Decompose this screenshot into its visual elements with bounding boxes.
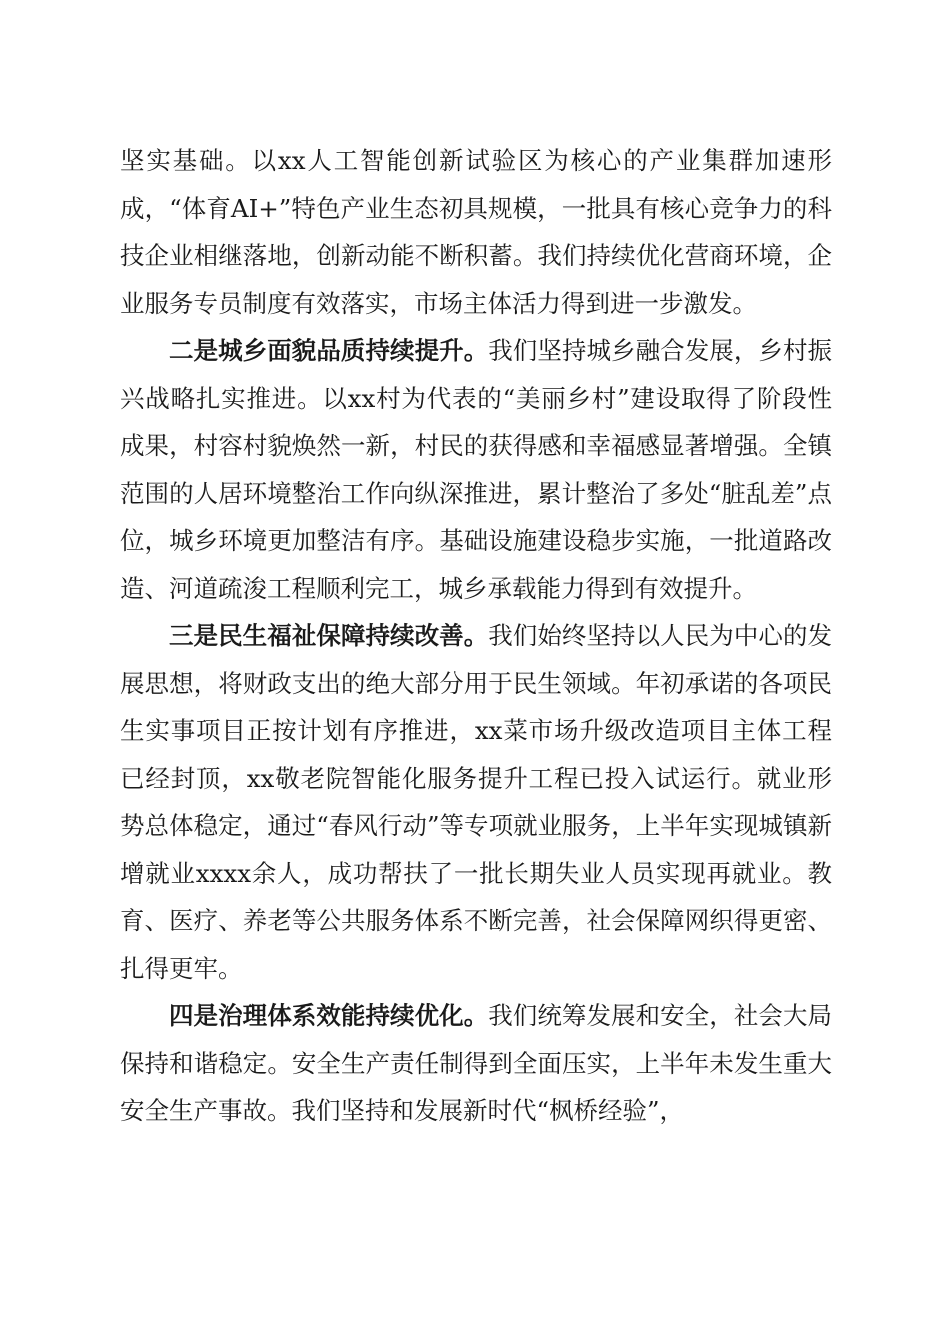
- paragraph-text: 我们始终坚持以人民为中心的发展思想，将财政支出的绝大部分用于民生领域。年初承诺的各项民生实事项目正按计划有序推进，xx菜市场升级改造项目主体工程已经封顶，xx敬老院智能化服务提升工程已投入试运行。就业形势总体稳定，通过“春风行动”等专项就业服务，上半年实现城镇新增就业xxxx余人，成功帮扶了一批长期失业人员实现再就业。教育、医疗、养老等公共服务体系不断完善，社会保障网织得更密、扎得更牢。: [120, 621, 832, 983]
- paragraph-text: 我们统筹发展和安全，社会大局保持和谐稳定。安全生产责任制得到全面压实，上半年未发生重大安全生产事故。我们坚持和发展新时代“枫桥经验”，: [120, 1001, 832, 1125]
- paragraph-lead-heading: 四是治理体系效能持续优化。: [169, 1001, 489, 1030]
- paragraph-lead-heading: 二是城乡面貌品质持续提升。: [169, 336, 489, 365]
- paragraph-governance: [120, 992, 832, 1135]
- paragraph-continuation: [120, 137, 832, 327]
- paragraph-text: 坚实基础。以xx人工智能创新试验区为核心的产业集群加速形成，“体育AI+”特色产业生态初具规模，一批具有核心竞争力的科技企业相继落地，创新动能不断积蓄。我们持续优化营商环境，企业服务专员制度有效落实，市场主体活力得到进一步激发。: [120, 146, 832, 318]
- paragraph-lead-heading: 三是民生福祉保障持续改善。: [169, 621, 489, 650]
- paragraph-urban-rural: [120, 327, 832, 612]
- paragraph-text: 我们坚持城乡融合发展，乡村振兴战略扎实推进。以xx村为代表的“美丽乡村”建设取得了阶段性成果，村容村貌焕然一新，村民的获得感和幸福感显著增强。全镇范围的人居环境整治工作向纵深推进，累计整治了多处“脏乱差”点位，城乡环境更加整洁有序。基础设施建设稳步实施，一批道路改造、河道疏浚工程顺利完工，城乡承载能力得到有效提升。: [120, 336, 832, 603]
- document-body: [120, 137, 832, 1135]
- paragraph-livelihood: [120, 612, 832, 992]
